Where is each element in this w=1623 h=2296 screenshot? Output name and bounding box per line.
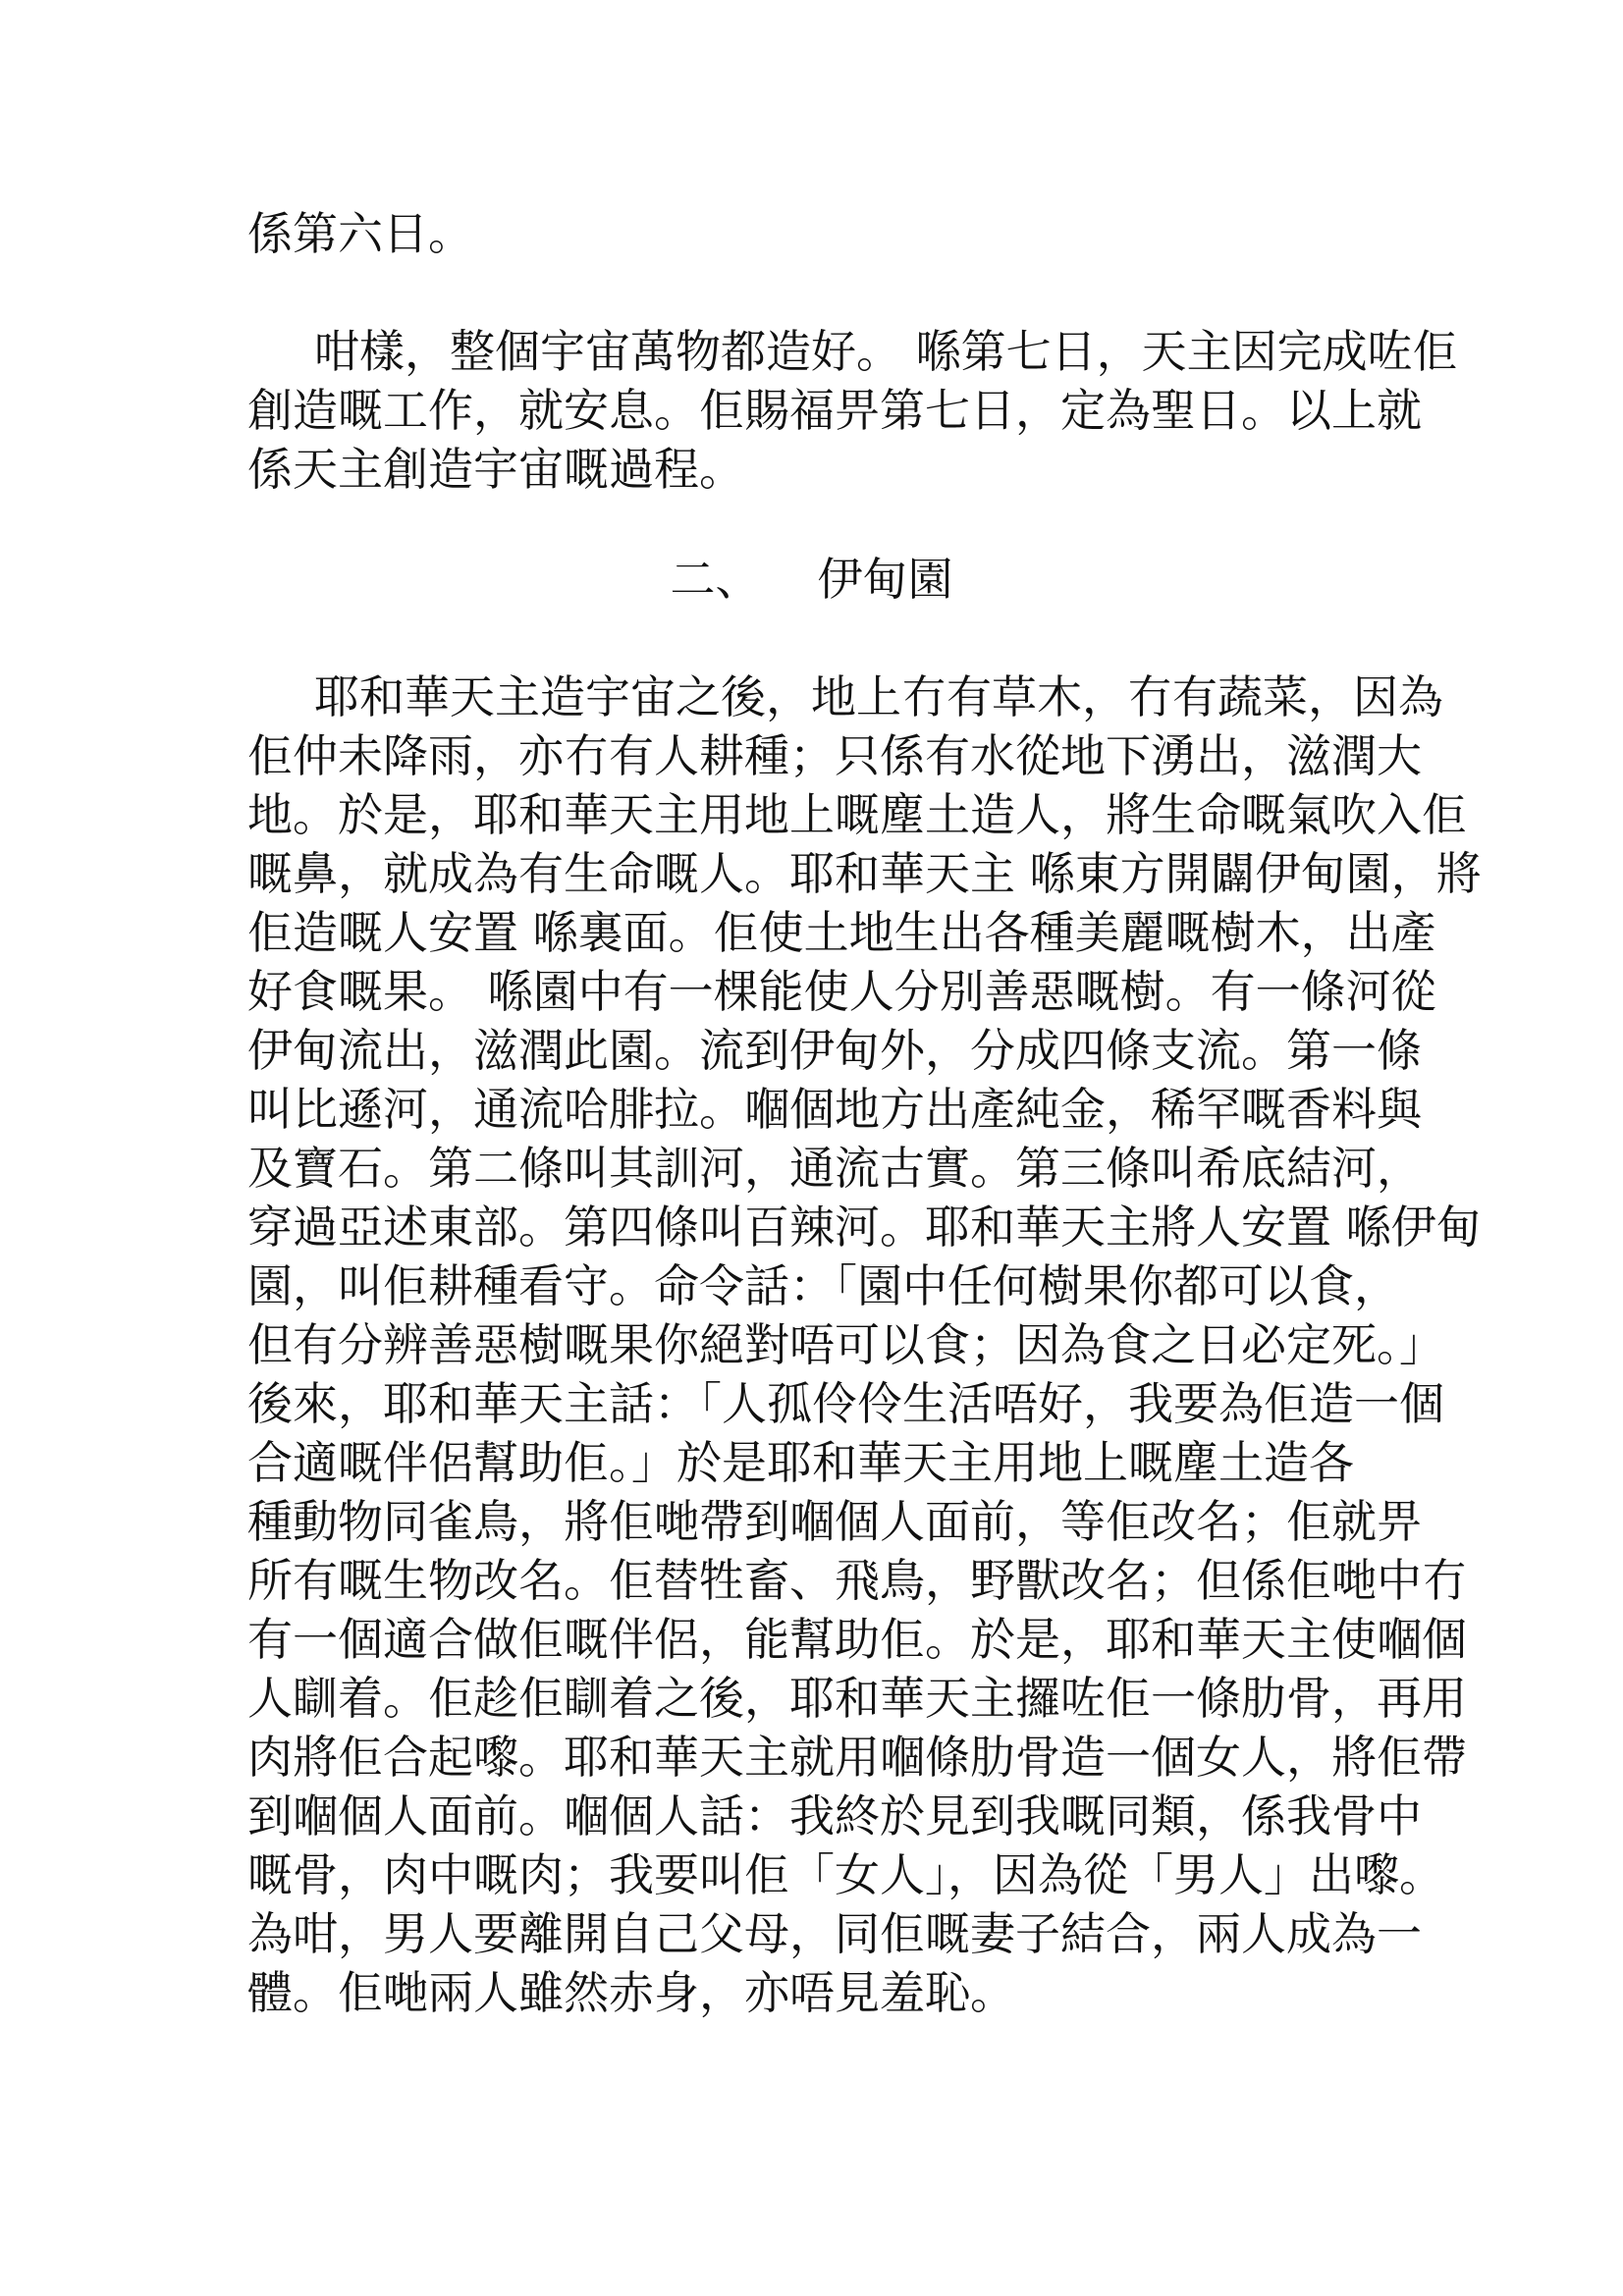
text-line: 肉將佢合起嚟。耶和華天主就用嗰條肋骨造一個女人，將佢帶 bbox=[247, 1731, 1467, 1784]
text-line: 伊甸流出，滋潤此園。流到伊甸外，分成四條支流。第一條 bbox=[247, 1024, 1422, 1077]
text-line: 及寶石。第二條叫其訓河，通流古實。第三條叫希底結河， bbox=[247, 1142, 1422, 1195]
text-line: 合適嘅伴侶幫助佢。」於是耶和華天主用地上嘅塵土造各 bbox=[247, 1436, 1354, 1489]
text-line: 叫比遜河，通流哈腓拉。嗰個地方出產純金，稀罕嘅香料與 bbox=[247, 1083, 1422, 1136]
section-number: 二、 bbox=[670, 553, 761, 606]
text-line: 創造嘅工作，就安息。佢賜福畀第七日，定為聖日。以上就 bbox=[247, 384, 1422, 437]
text-line: 但有分辨善惡樹嘅果你絕對唔可以食；因為食之日必定死。」 bbox=[247, 1318, 1444, 1371]
text-line: 穿過亞述東部。第四條叫百辣河。耶和華天主將人安置 喺伊甸 bbox=[247, 1201, 1482, 1254]
text-line: 耶和華天主造宇宙之後，地上冇有草木，冇有蔬菜，因為 bbox=[314, 670, 1443, 723]
text-line: 後來，耶和華天主話：「人孤伶伶生活唔好，我要為佢造一個 bbox=[247, 1377, 1444, 1430]
paragraph-previous-ending bbox=[247, 204, 1386, 263]
text-line: 為咁，男人要離開自己父母，同佢嘅妻子結合，兩人成為一 bbox=[247, 1907, 1422, 1960]
section-heading bbox=[0, 550, 1623, 609]
text-line: 有一個適合做佢嘅伴侶，能幫助佢。於是，耶和華天主使嗰個 bbox=[247, 1613, 1467, 1666]
text-line: 園，叫佢耕種看守。命令話：「園中任何樹果你都可以食， bbox=[247, 1259, 1399, 1312]
text-line: 嘅骨，肉中嘅肉；我要叫佢「女人」，因為從「男人」出嚟。 bbox=[247, 1848, 1444, 1901]
text-line: 地。於是，耶和華天主用地上嘅塵土造人，將生命嘅氣吹入佢 bbox=[247, 788, 1467, 841]
paragraph-garden-of-eden bbox=[247, 667, 1482, 2022]
text-line: 係第六日。 bbox=[247, 207, 473, 260]
text-line: 好食嘅果。 喺園中有一棵能使人分別善惡嘅樹。有一條河從 bbox=[247, 965, 1436, 1018]
section-title: 伊甸園 bbox=[817, 553, 953, 606]
text-line: 人瞓着。佢趁佢瞓着之後，耶和華天主攞咗佢一條肋骨，再用 bbox=[247, 1672, 1467, 1725]
text-line: 佢仲未降雨，亦冇有人耕種；只係有水從地下湧出，滋潤大 bbox=[247, 729, 1422, 782]
text-line: 到嗰個人面前。嗰個人話：我終於見到我嘅同類，係我骨中 bbox=[247, 1789, 1422, 1842]
text-line: 佢造嘅人安置 喺裏面。佢使土地生出各種美麗嘅樹木，出產 bbox=[247, 906, 1436, 959]
text-line: 係天主創造宇宙嘅過程。 bbox=[247, 443, 744, 496]
text-line: 咁樣，整個宇宙萬物都造好。 喺第七日，天主因完成咗佢 bbox=[314, 325, 1458, 378]
text-line: 嘅鼻，就成為有生命嘅人。耶和華天主 喺東方開闢伊甸園，將 bbox=[247, 847, 1482, 900]
text-line: 種動物同雀鳥，將佢哋帶到嗰個人面前，等佢改名；佢就畀 bbox=[247, 1495, 1422, 1548]
paragraph-creation-summary bbox=[247, 322, 1458, 499]
text-line: 體。佢哋兩人雖然赤身，亦唔見羞恥。 bbox=[247, 1966, 1015, 2019]
text-line: 所有嘅生物改名。佢替牲畜、飛鳥，野獸改名；但係佢哋中冇 bbox=[247, 1554, 1467, 1607]
